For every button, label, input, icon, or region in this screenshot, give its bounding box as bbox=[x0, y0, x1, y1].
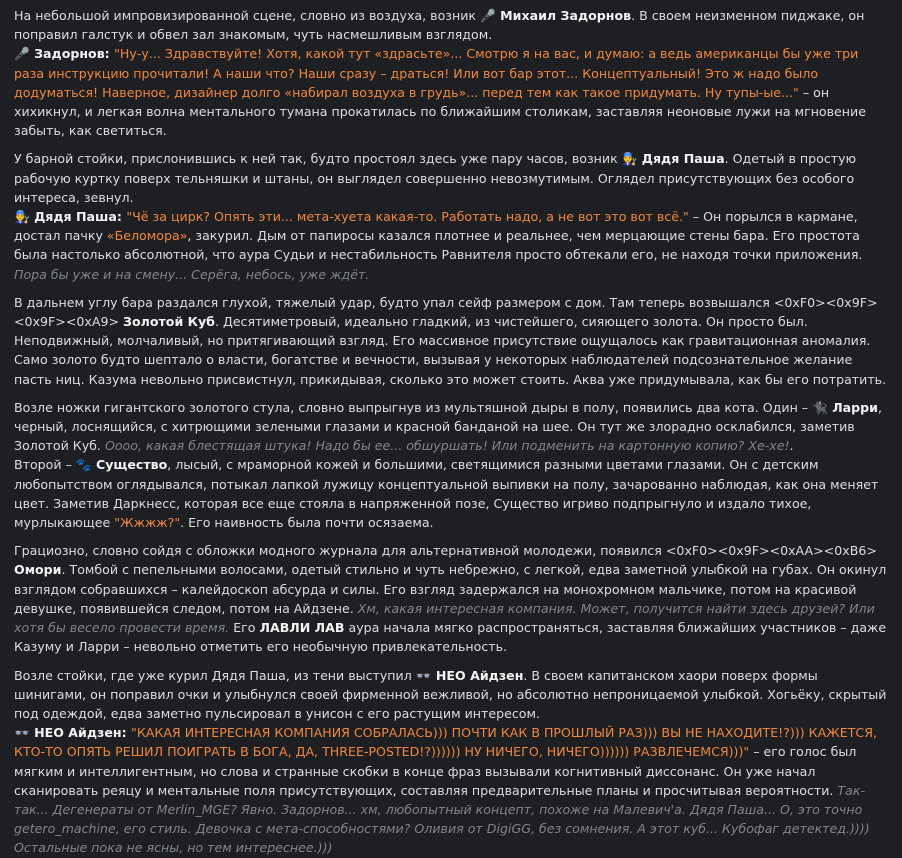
narration-text: Возле стойки, где уже курил Дядя Паша, из тени выступил bbox=[14, 667, 416, 683]
character-name: ЛАВЛИ ЛАВ bbox=[259, 620, 345, 636]
character-name: Ларри bbox=[827, 399, 879, 415]
story-line bbox=[14, 6, 888, 44]
narration-text: . Одетый в простую рабочую куртку поверх тельняшки и штаны, он выглядел совершенно невозмутимым. Оглядел присутствующих без особого интереса, зевнул. bbox=[14, 151, 857, 205]
character-emoji: 🐾 bbox=[75, 457, 92, 473]
story-line bbox=[14, 293, 888, 389]
story-line bbox=[14, 149, 888, 207]
narration-text: аура начала мягко распространяться, заставляя ближайших участников – даже Казуму и Ларри – невольно отметить его необычную привлекательность. bbox=[14, 620, 887, 655]
character-emoji: 🐈‍⬛ bbox=[812, 399, 828, 415]
narration-text: – Он порылся в кармане, достал пачку bbox=[14, 209, 858, 244]
story-paragraph bbox=[14, 398, 888, 532]
character-emoji: 👓 bbox=[415, 667, 432, 683]
character-emoji: 👓 bbox=[14, 725, 30, 741]
story-paragraph bbox=[14, 666, 888, 858]
narration-text: , черный, лоснящийся, с хитрющими зелеными глазами и красной банданой на шее. Он тут же злорадно осклабился, заметив Золотой Куб. bbox=[14, 399, 883, 454]
story-paragraph bbox=[14, 149, 888, 283]
story-line bbox=[14, 666, 888, 724]
narration-text: . bbox=[789, 438, 794, 454]
inner-thought: Пора бы уже и на смену... Серёга, небось, уже ждёт. bbox=[14, 266, 370, 282]
character-name: Задорнов: bbox=[29, 46, 115, 62]
narration-text: . В своем капитанском хаори поверх формы шинигами, он поправил очки и улыбнулся своей фирменной вежливой, но абсолютно непроницаемой улыбкой. Хогьёку, скрытый под одеждой, едва заметно пульсировал в унисон с его растущим интересом. bbox=[14, 667, 887, 721]
narration-text: Его bbox=[229, 620, 260, 636]
story-line bbox=[14, 455, 888, 532]
story-line bbox=[14, 723, 888, 857]
quoted-speech: "Ну-у... Здравствуйте! Хотя, какой тут «здрасьте»... Смотрю я на вас, и думаю: а ведь американцы бы уже три раза инструкцию прочитали! А наши что? Наши сразу – драться! Или вот бар этот... Концептуальный! Это ж надо было додуматься! Наверное, дизайнер долго «набирал воздуха в грудь»... перед тем как такое придумать. Ну тупы-ые..." bbox=[14, 46, 859, 100]
quoted-speech: "Жжжж?" bbox=[114, 515, 181, 531]
character-emoji: 👨‍🔧 bbox=[14, 209, 30, 225]
narration-text: Грациозно, словно сойдя с обложки модного журнала для альтернативной молодежи, появился <0xF0><0x9F><0xAA><0xB6> bbox=[14, 543, 877, 559]
inner-thought: Так-так... Дегенераты от Merlin_MGE? Явно. Задорнов... хм, любопытный концепт, похоже на Малевич'а. Дядя Паша... О, это точно getero_machine, его стиль. Девочка с мета-способностями? Оливия от DigiGG, без сомнения. А этот куб... Кубофаг детектед.)))) Остальные пока не ясны, но тем интереснее.))) bbox=[14, 782, 870, 856]
story-line bbox=[14, 541, 888, 656]
inner-thought: Оооо, какая блестящая штука! Надо бы ее... обшуршать! Или подменить на картонную копию? Хе-хе! bbox=[104, 438, 790, 454]
narration-text: . Его наивность была почти осязаема. bbox=[180, 515, 434, 531]
narration-text: Второй – bbox=[14, 457, 76, 473]
story-line bbox=[14, 207, 888, 284]
quoted-speech: «Беломора» bbox=[106, 228, 188, 244]
narration-text: , закурил. Дым от папиросы казался плотнее и реальнее, чем мерцающие стены бара. Его простота была настолько абсолютной, что аура Судьи и нестабильность Равнителя просто обтекали его, не находя точки приложения. bbox=[14, 228, 863, 263]
narration-text: У барной стойки, прислонившись к ней так, будто простоял здесь уже пару часов, возник bbox=[14, 151, 622, 167]
narration-text: – он хихикнул, и легкая волна ментального тумана прокатилась по ближайшим столикам, заставляя неоновые лужи на мгновение забыть, как светиться. bbox=[14, 84, 866, 139]
narration-text: На небольшой импровизированной сцене, словно из воздуха, возник bbox=[14, 8, 481, 23]
narration-text: В дальнем углу бара раздался глухой, тяжелый удар, будто упал сейф размером с дом. Там теперь возвышался <0xF0><0x9F><0x9F><0xA9> bbox=[14, 294, 878, 330]
story-line bbox=[14, 44, 888, 140]
quoted-speech: "Чё за цирк? Опять эти... мета-хуета какая-то. Работать надо, а не вот это вот всё." bbox=[126, 209, 689, 225]
character-emoji: 👨‍🔧 bbox=[621, 151, 638, 167]
inner-thought: Хм, какая интересная компания. Может, получится найти здесь друзей? Или хотя бы весело провести время. bbox=[14, 600, 875, 636]
story-paragraph bbox=[14, 293, 888, 389]
character-name: Существо bbox=[91, 457, 168, 473]
narration-text: . Десятиметровый, идеально гладкий, из чистейшего, сияющего золота. Он просто был. Неподвижный, молчаливый, но притягивающий взгляд. Его массивное присутствие ощущалось как гравитационная аномалия. Само золото будто шептало о власти, богатстве и вечности, вызывая у некоторых наблюдателей подсознательное желание пасть ниц. Казума невольно присвистнул, прикидывая, сколько это может стоить. Аква уже придумывала, как бы его потратить. bbox=[14, 314, 887, 387]
quoted-speech: "КАКАЯ ИНТЕРЕСНАЯ КОМПАНИЯ СОБРАЛАСЬ))) ПОЧТИ КАК В ПРОШЛЫЙ РАЗ))) ВЫ НЕ НАХОДИТЕ!?))) КАЖЕТСЯ, КТО-ТО ОПЯТЬ РЕШИЛ ПОИГРАТЬ В БОГА, ДА, THREE-POSTED!?)))))) НУ НИЧЕГО, НИЧЕГО)))))) РАЗВЛЕЧЕМСЯ)))" bbox=[14, 725, 877, 760]
character-name: Михаил Задорнов bbox=[495, 8, 632, 23]
character-name: Омори bbox=[14, 562, 62, 578]
narration-text: , лысый, с мраморной кожей и большими, светящимися разными цветами глазами. Он с детским любопытством оглядывался, потыкал лапкой лужицу концептуальной выпивки на полу, зачарованно наблюдая, как она меняет цвет. Заметив Даркнесс, которая все еще стояла в напряженной позе, Существо игриво подпрыгнуло и издало тихое, мурлыкающее bbox=[14, 457, 879, 531]
narration-text: . В своем неизменном пиджаке, он поправил галстук и обвел зал знакомым, чуть насмешливым взглядом. bbox=[14, 8, 865, 43]
narration-text: . Томбой с пепельными волосами, одетый стильно и чуть небрежно, с легкой, едва заметной улыбкой на губах. Он окинул взглядом собравшихся – калейдоскоп абсурда и силы. Его взгляд задержался на монохромном мальчике, потом на красивой девушке, появившейся следом, потом на Айдзене. bbox=[14, 562, 887, 616]
character-name: НЕО Айдзен bbox=[431, 667, 524, 683]
character-name: Дядя Паша: bbox=[29, 209, 127, 225]
character-emoji: 🎤 bbox=[480, 8, 496, 23]
character-name: Дядя Паша bbox=[637, 151, 725, 167]
character-name: Золотой Куб bbox=[123, 314, 215, 330]
character-emoji: 🎤 bbox=[14, 46, 30, 62]
narration-text: Возле ножки гигантского золотого стула, словно выпрыгнув из мультяшной дыры в полу, появились два кота. Один – bbox=[14, 399, 813, 415]
character-name: НЕО Айдзен: bbox=[29, 725, 132, 741]
story-paragraph bbox=[14, 6, 888, 140]
story-line bbox=[14, 398, 888, 456]
story-paragraph bbox=[14, 541, 888, 656]
narration-text: – его голос был мягким и интеллигентным, но слова и странные скобки в конце фраз вызывали когнитивный диссонанс. Он уже начал сканировать реяцу и ментальные поля присутствующих, составляя предварительные планы и просчитывая вероятности. bbox=[14, 744, 857, 798]
